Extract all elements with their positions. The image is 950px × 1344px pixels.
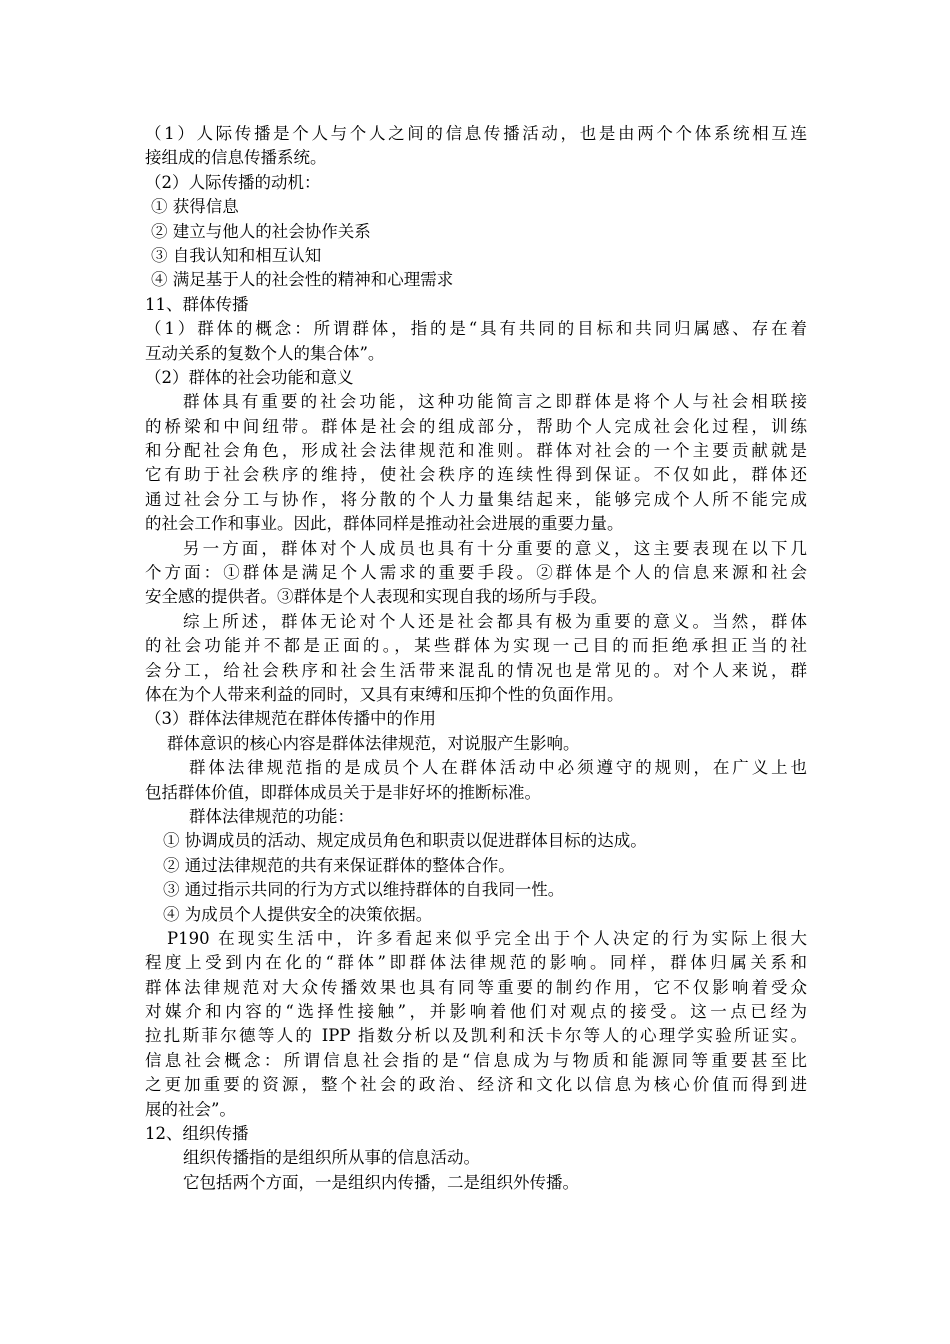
paragraph-line: 安全感的提供者。③群体是个人表现和实现自我的场所与手段。 bbox=[145, 587, 607, 607]
paragraph-line: 群体法律规范的功能： bbox=[189, 806, 354, 826]
paragraph-line: 信息社会概念：所谓信息社会指的是“信息成为与物质和能源同等重要甚至比 bbox=[145, 1050, 807, 1070]
paragraph-line: 组织传播指的是组织所从事的信息活动。 bbox=[183, 1148, 480, 1168]
paragraph-line: 群体法律规范对大众传播效果也具有同等重要的制约作用，它不仅影响着受众 bbox=[145, 977, 807, 997]
list-item: ③ 通过指示共同的行为方式以维持群体的自我同一性。 bbox=[163, 880, 565, 900]
list-item: ④ 满足基于人的社会性的精神和心理需求 bbox=[151, 270, 454, 290]
list-item: ① 协调成员的活动、规定成员角色和职责以促进群体目标的达成。 bbox=[163, 831, 647, 851]
paragraph-line: 之更加重要的资源，整个社会的政治、经济和文化以信息为核心价值而得到进 bbox=[145, 1075, 807, 1095]
list-item: ① 获得信息 bbox=[151, 197, 239, 217]
section-heading: 11、群体传播 bbox=[145, 294, 249, 314]
paragraph-line: 另一方面，群体对个人成员也具有十分重要的意义，这主要表现在以下几 bbox=[183, 538, 807, 558]
paragraph-line: 个方面：①群体是满足个人需求的重要手段。②群体是个人的信息来源和社会 bbox=[145, 563, 807, 583]
paragraph-line: 互动关系的复数个人的集合体”。 bbox=[145, 343, 385, 363]
paragraph-line: 和分配社会角色，形成社会法律规范和准则。群体对社会的一个主要贡献就是 bbox=[145, 441, 807, 461]
paragraph-line: 程度上受到内在化的“群体”即群体法律规范的影响。同样，群体归属关系和 bbox=[145, 953, 807, 973]
paragraph-line: （2）群体的社会功能和意义 bbox=[145, 367, 354, 387]
paragraph-line: 的桥梁和中间纽带。群体是社会的组成部分，帮助个人完成社会化过程，训练 bbox=[145, 416, 807, 436]
list-item: ② 通过法律规范的共有来保证群体的整体合作。 bbox=[163, 855, 515, 875]
paragraph-line: 群体意识的核心内容是群体法律规范，对说服产生影响。 bbox=[167, 733, 580, 753]
paragraph-line: 展的社会”。 bbox=[145, 1099, 236, 1119]
paragraph-line: 通过社会分工与协作，将分散的个人力量集结起来，能够完成个人所不能完成 bbox=[145, 489, 807, 509]
paragraph-line: 综上所述，群体无论对个人还是社会都具有极为重要的意义。当然，群体 bbox=[183, 611, 807, 631]
paragraph-line: 群体具有重要的社会功能，这种功能简言之即群体是将个人与社会相联接 bbox=[183, 392, 807, 412]
paragraph-line: 接组成的信息传播系统。 bbox=[145, 148, 327, 168]
paragraph-line: （3）群体法律规范在群体传播中的作用 bbox=[145, 709, 436, 729]
paragraph-line: 对媒介和内容的“选择性接触”，并影响着他们对观点的接受。这一点已经为 bbox=[145, 1002, 807, 1022]
paragraph-line: （2）人际传播的动机： bbox=[145, 172, 321, 192]
paragraph-line: 的社会功能并不都是正面的。，某些群体为实现一己目的而拒绝承担正当的社 bbox=[145, 636, 807, 656]
document-page bbox=[145, 122, 807, 1195]
paragraph-line: （1）群体的概念：所谓群体，指的是“具有共同的目标和共同归属感、存在着 bbox=[145, 319, 807, 339]
paragraph-line: 它包括两个方面，一是组织内传播，二是组织外传播。 bbox=[183, 1172, 579, 1192]
paragraph-line: 体在为个人带来利益的同时，又具有束缚和压抑个性的负面作用。 bbox=[145, 684, 624, 704]
paragraph-line: 群体法律规范指的是成员个人在群体活动中必须遵守的规则，在广义上也 bbox=[189, 758, 807, 778]
paragraph-line: 会分工，给社会秩序和社会生活带来混乱的情况也是常见的。对个人来说，群 bbox=[145, 660, 807, 680]
list-item: ③ 自我认知和相互认知 bbox=[151, 245, 322, 265]
paragraph-line: 包括群体价值，即群体成员关于是非好坏的推断标准。 bbox=[145, 782, 541, 802]
paragraph-line: 拉扎斯菲尔德等人的 IPP 指数分析以及凯利和沃卡尔等人的心理学实验所证实。 bbox=[145, 1026, 807, 1046]
section-heading: 12、组织传播 bbox=[145, 1124, 249, 1144]
paragraph-line: （1）人际传播是个人与个人之间的信息传播活动，也是由两个个体系统相互连 bbox=[145, 124, 807, 143]
paragraph-line: 它有助于社会秩序的维持，使社会秩序的连续性得到保证。不仅如此，群体还 bbox=[145, 465, 807, 485]
list-item: ④ 为成员个人提供安全的决策依据。 bbox=[163, 904, 433, 924]
paragraph-line: P190 在现实生活中，许多看起来似乎完全出于个人决定的行为实际上很大 bbox=[167, 928, 807, 948]
list-item: ② 建立与他人的社会协作关系 bbox=[151, 221, 371, 241]
paragraph-line: 的社会工作和事业。因此，群体同样是推动社会进展的重要力量。 bbox=[145, 514, 624, 534]
